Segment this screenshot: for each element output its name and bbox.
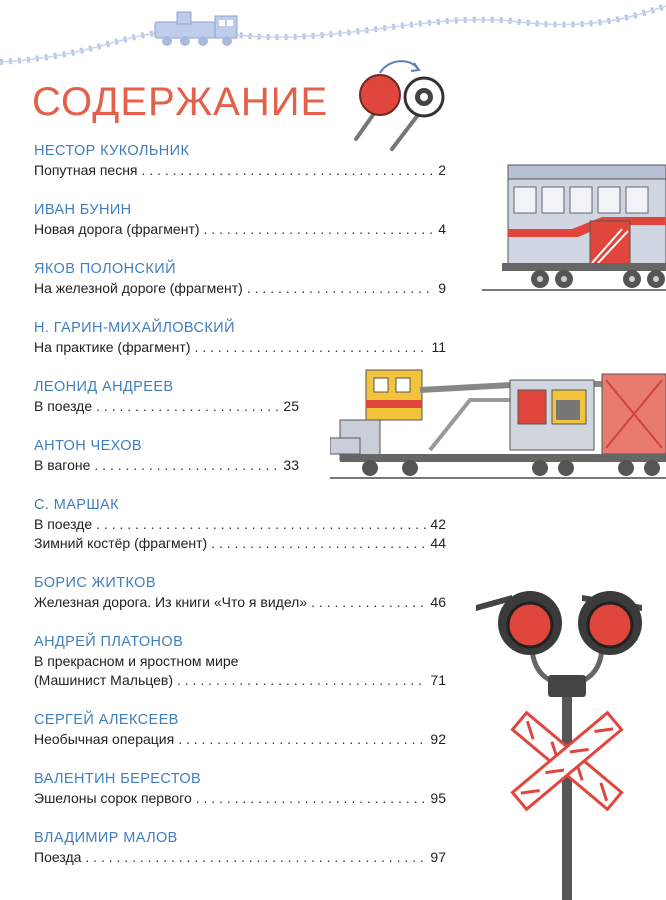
author-name: БОРИС ЖИТКОВ [34, 575, 156, 591]
work-title: Зимний костёр (фрагмент) [34, 535, 208, 551]
toc-line[interactable] [34, 848, 446, 867]
page-title: СОДЕРЖАНИЕ [32, 80, 329, 124]
page-number: 44 [430, 535, 446, 551]
work-title: В поезде [34, 398, 93, 414]
toc-line[interactable] [34, 397, 299, 416]
page-number: 71 [430, 672, 446, 688]
work-title: На железной дороге (фрагмент) [34, 280, 243, 296]
dot-leader [96, 397, 279, 416]
dot-leader [178, 730, 426, 749]
page-number: 42 [430, 516, 446, 532]
toc-entry [34, 142, 446, 180]
author-name: НЕСТОР КУКОЛЬНИК [34, 143, 190, 159]
toc-line[interactable] [34, 515, 446, 534]
dot-leader [311, 593, 426, 612]
work-title: В прекрасном и яростном мире [34, 653, 239, 669]
toc-line[interactable] [34, 220, 446, 239]
toc-line[interactable] [34, 279, 446, 298]
toc-entry [34, 711, 446, 749]
page-number: 2 [438, 162, 446, 178]
work-title: Эшелоны сорок первого [34, 790, 192, 806]
page-number: 9 [438, 280, 446, 296]
page-number: 25 [283, 398, 299, 414]
signal-discs-icon [352, 55, 457, 155]
dot-leader [204, 220, 435, 239]
author-name: Н. ГАРИН-МИХАЙЛОВСКИЙ [34, 320, 235, 336]
toc-line[interactable] [34, 456, 299, 475]
page-number: 97 [430, 849, 446, 865]
toc-entry [34, 574, 446, 612]
author-name: СЕРГЕЙ АЛЕКСЕЕВ [34, 712, 179, 728]
page-number: 92 [430, 731, 446, 747]
toc-entry [34, 260, 446, 298]
toc-line[interactable] [34, 338, 446, 357]
dot-leader [195, 338, 428, 357]
toc-entry [34, 496, 446, 553]
railway-crossing-icon [472, 585, 666, 900]
dot-leader [177, 671, 426, 690]
toc-entry [34, 633, 446, 690]
passenger-car-icon [482, 155, 666, 295]
toc-line[interactable] [34, 671, 446, 690]
page-number: 33 [283, 457, 299, 473]
work-title: Поезда [34, 849, 82, 865]
dot-leader [85, 848, 426, 867]
work-title: Попутная песня [34, 162, 138, 178]
work-title: Необычная операция [34, 731, 175, 747]
work-title: В поезде [34, 516, 93, 532]
dot-leader [247, 279, 434, 298]
work-title: В вагоне [34, 457, 91, 473]
toc-entry [34, 829, 446, 867]
author-name: ИВАН БУНИН [34, 202, 132, 218]
page-number: 4 [438, 221, 446, 237]
page-number: 11 [431, 339, 446, 355]
toc-line[interactable] [34, 789, 446, 808]
toc-line[interactable] [34, 730, 446, 749]
author-name: ЯКОВ ПОЛОНСКИЙ [34, 261, 176, 277]
toc-entry [34, 201, 446, 239]
table-of-contents [34, 142, 446, 888]
toc-entry [34, 437, 446, 475]
author-name: АНТОН ЧЕХОВ [34, 438, 143, 454]
dot-leader [142, 161, 435, 180]
author-name: С. МАРШАК [34, 497, 119, 513]
work-title: На практике (фрагмент) [34, 339, 191, 355]
work-title: (Машинист Мальцев) [34, 672, 173, 688]
work-title: Железная дорога. Из книги «Что я видел» [34, 594, 308, 610]
toc-line[interactable] [34, 593, 446, 612]
dot-leader [94, 456, 279, 475]
toc-entry [34, 319, 446, 357]
toc-line[interactable] [34, 534, 446, 553]
toc-entry [34, 378, 446, 416]
dot-leader [211, 534, 426, 553]
author-name: ВАЛЕНТИН БЕРЕСТОВ [34, 771, 202, 787]
dot-leader [96, 515, 426, 534]
page-number: 95 [430, 790, 446, 806]
work-title: Новая дорога (фрагмент) [34, 221, 200, 237]
toc-entry [34, 770, 446, 808]
toc-line[interactable] [34, 652, 446, 671]
author-name: АНДРЕЙ ПЛАТОНОВ [34, 634, 184, 650]
dot-leader [196, 789, 427, 808]
toc-line[interactable] [34, 161, 446, 180]
author-name: ВЛАДИМИР МАЛОВ [34, 830, 178, 846]
train-on-dashed-track-icon [0, 0, 666, 80]
page-number: 46 [430, 594, 446, 610]
author-name: ЛЕОНИД АНДРЕЕВ [34, 379, 174, 395]
